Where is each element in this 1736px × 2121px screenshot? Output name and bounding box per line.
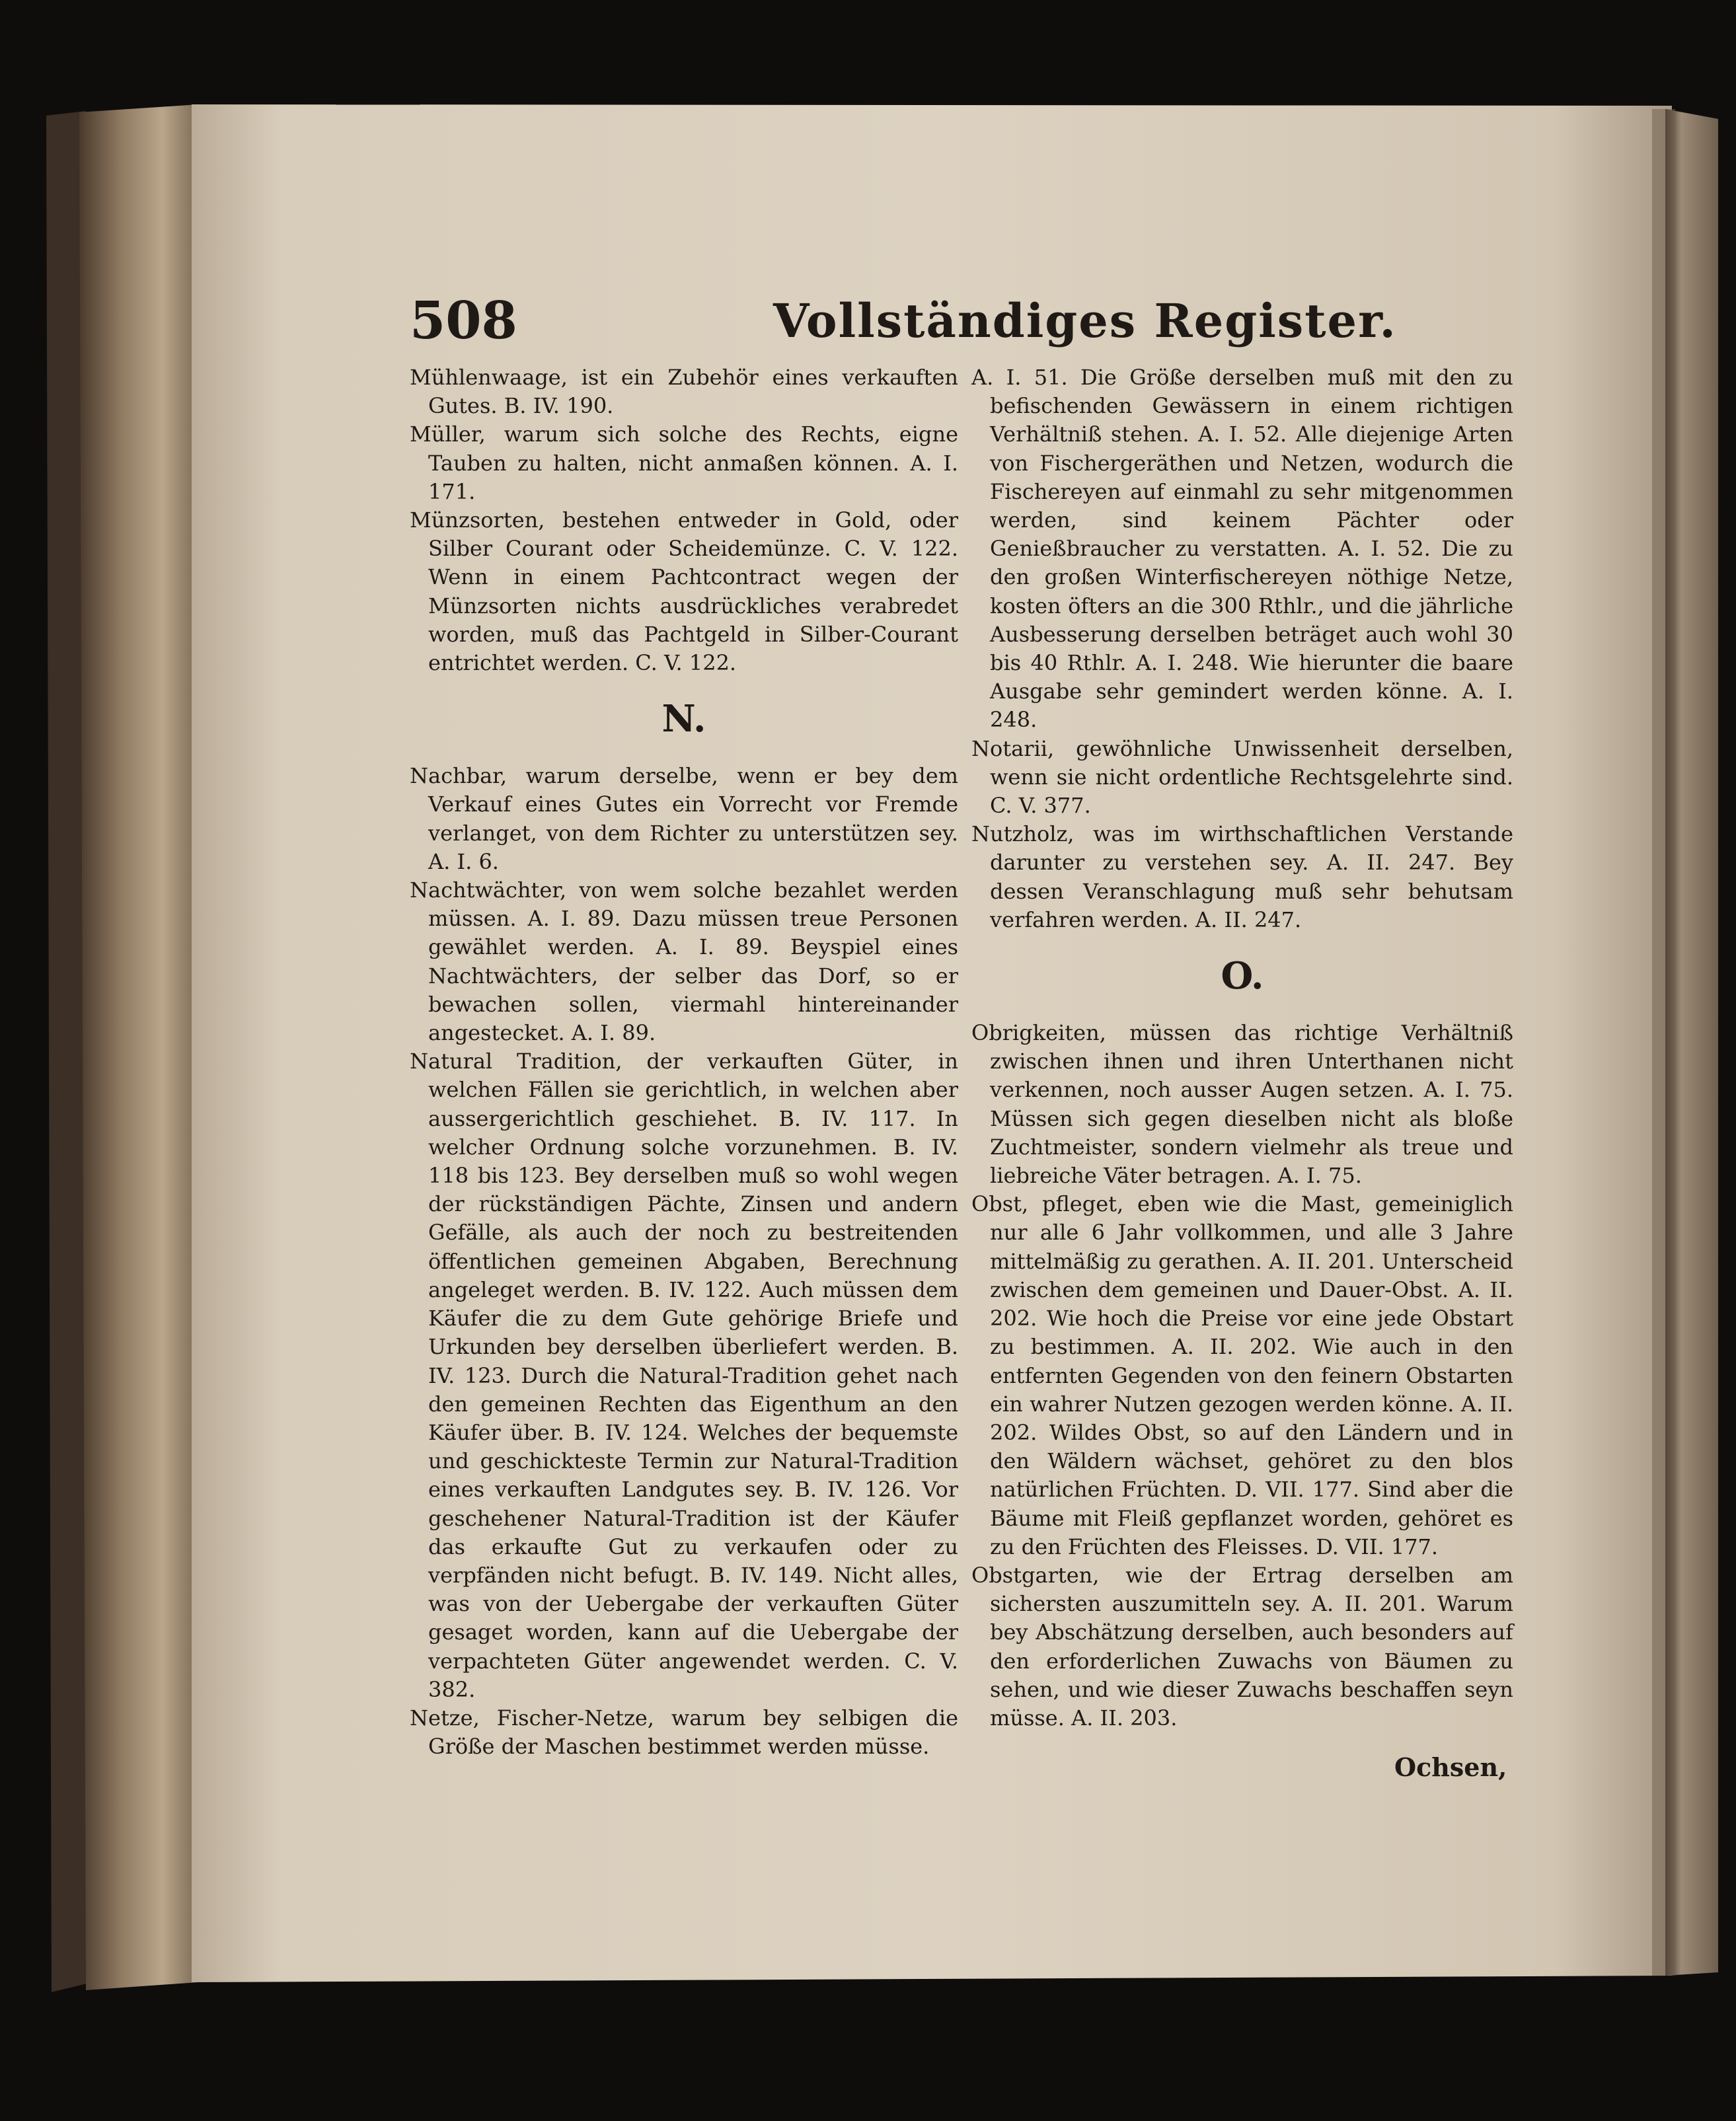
index-entry: Nutzholz, was im wirthschaftlichen Verstande darunter zu verstehen sey. A. II. 247. Bey dessen Veranschlagung muß sehr behutsam verfahren werden. A. II. 247. (971, 821, 1513, 932)
section-heading-o: O. (1221, 954, 1264, 998)
index-entry: Nachtwächter, von wem solche bezahlet werden müssen. A. I. 89. Dazu müssen treue Personen gewählet werden. A. I. 89. Beyspiel eines Nachtwächters, der selber das Dorf, so er bewachen sollen, viermahl hintereinander angestecket. A. I. 89. (410, 877, 958, 1046)
index-entry: Natural Tradition, der verkauften Güter, in welchen Fällen sie gerichtlich, in welchen aber aussergerichtlich geschiehet. B. IV. 117. In welcher Ordnung solche vorzunehmen. B. IV. 118 bis 123. Bey derselben muß so wohl wegen der rückständigen Pächte, Zinsen und andern Gefälle, als auch der noch zu bestreitenden öffentlichen gemeinen Abgaben, Berechnung angeleget werden. B. IV. 122. Auch müssen dem Käufer die zu dem Gute gehörige Briefe und Urkunden bey derselben überliefert werden. B. IV. 123. Durch die Natural-Tradition gehet nach den gemeinen Rechten das Eigenthum an den Käufer über. B. IV. 124. Welches der bequemste und geschickteste Termin zur Natural-Tradition eines verkauften Landgutes sey. B. IV. 126. Vor geschehener Natural-Tradition ist der Käufer das erkaufte Gut zu verkaufen oder zu verpfänden nicht befugt. B. IV. 149. Nicht alles, was von der Uebergabe der verkauften Güter gesaget worden, kann auf die Uebergabe der verpachteten Güter angewendet werden. C. V. 382. (410, 1049, 958, 1702)
facing-page-shadow (1652, 109, 1675, 1976)
section-heading-n: N. (661, 697, 706, 741)
index-entry: Obst, pfleget, eben wie die Mast, gemeiniglich nur alle 6 Jahr vollkommen, und alle 3 Jahre mittelmäßig zu gerathen. A. II. 201. Unterscheid zwischen dem gemeinen und Dauer-Obst. A. II. 202. Wie hoch die Preise vor eine jede Obstart zu bestimmen. A. II. 202. Wie auch in den entfernten Gegenden von den feinern Obstarten ein wahrer Nutzen gezogen werden könne. A. II. 202. Wildes Obst, so auf den Ländern und in den Wäldern wächset, gehöret zu den blos natürlichen Früchten. D. VII. 177. Sind aber die Bäume mit Fleiß gepflanzet worden, gehöret es zu den Früchten des Fleisses. D. VII. 177. (971, 1191, 1513, 1559)
left-column (410, 363, 958, 1761)
page-header (0, 291, 1736, 363)
index-entry: A. I. 51. Die Größe derselben muß mit den zu befischenden Gewässern in einem richtigen Verhältniß stehen. A. I. 52. Alle diejenige Arten von Fischergeräthen und Netzen, wodurch die Fischereyen auf einmahl zu sehr mitgenommen werden, sind keinem Pächter oder Genießbraucher zu verstatten. A. I. 52. Die zu den großen Winterfischereyen nöthige Netze, kosten öfters an die 300 Rthlr., und die jährliche Ausbesserung derselben beträget auch wohl 30 bis 40 Rthlr. A. I. 248. Wie hierunter die baare Ausgabe sehr gemindert werden könne. A. I. 248. (971, 365, 1513, 733)
index-entry: Obstgarten, wie der Ertrag derselben am sichersten auszumitteln sey. A. II. 201. Warum bey Abschätzung derselben, auch besonders auf den erforderlichen Zuwachs von Bäumen zu sehen, und wie dieser Zuwachs beschaffen seyn müsse. A. II. 203. (971, 1562, 1513, 1730)
index-entry: Netze, Fischer-Netze, warum bey selbigen die Größe der Maschen bestimmet werden müsse. (410, 1705, 958, 1760)
index-entry: Münzsorten, bestehen entweder in Gold, oder Silber Courant oder Scheidemünze. C. V. 122. Wenn in einem Pachtcontract wegen der Münzsorten nichts ausdrückliches verabredet worden, muß das Pachtgeld in Silber-Courant entrichtet werden. C. V. 122. (410, 507, 958, 676)
running-title: Vollständiges Register. (773, 293, 1397, 348)
right-column (971, 363, 1513, 1732)
index-entry: Mühlenwaage, ist ein Zubehör eines verkauften Gutes. B. IV. 190. (410, 365, 958, 419)
page-block-edge (79, 104, 198, 1990)
index-entry: Müller, warum sich solche des Rechts, eigne Tauben zu halten, nicht anmaßen können. A. I. 171. (410, 422, 958, 504)
index-entry: Obrigkeiten, müssen das richtige Verhältniß zwischen ihnen und ihren Unterthanen nicht verkennen, noch ausser Augen setzen. A. I. 75. Müssen sich gegen dieselben nicht als bloße Zuchtmeister, sondern vielmehr als treue und liebreiche Väter betragen. A. I. 75. (971, 1020, 1513, 1189)
catchword: Ochsen, (1394, 1752, 1507, 1782)
index-entry: Notarii, gewöhnliche Unwissenheit derselben, wenn sie nicht ordentliche Rechtsgelehrte sind. C. V. 377. (971, 735, 1513, 819)
index-entry: Nachbar, warum derselbe, wenn er bey dem Verkauf eines Gutes ein Vorrecht vor Fremde verlanget, von dem Richter zu unterstützen sey. A. I. 6. (410, 763, 958, 874)
page-number: 508 (410, 291, 517, 351)
